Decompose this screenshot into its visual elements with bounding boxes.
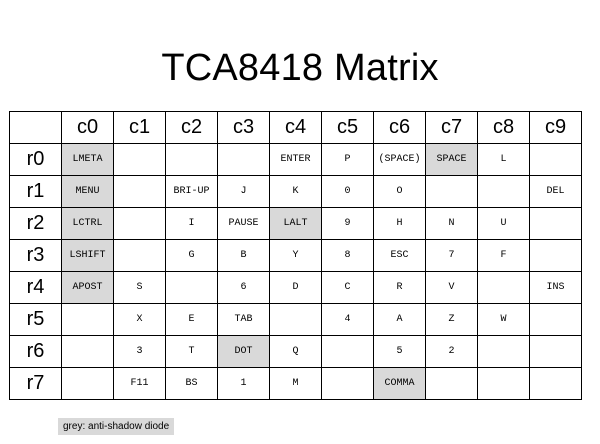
key-cell: Y [270, 240, 322, 272]
key-cell-diode: LSHIFT [62, 240, 114, 272]
column-header: c4 [270, 112, 322, 144]
key-cell-diode: LCTRL [62, 208, 114, 240]
key-cell [478, 336, 530, 368]
matrix-row [10, 304, 582, 336]
row-header: r4 [10, 272, 62, 304]
column-header: c5 [322, 112, 374, 144]
key-cell: L [478, 144, 530, 176]
key-cell [478, 368, 530, 400]
key-cell-diode: DOT [218, 336, 270, 368]
key-cell: DEL [530, 176, 582, 208]
column-header: c1 [114, 112, 166, 144]
key-cell-diode: SPACE [426, 144, 478, 176]
key-cell: K [270, 176, 322, 208]
key-cell [426, 176, 478, 208]
matrix-row [10, 336, 582, 368]
key-cell [114, 208, 166, 240]
column-header: c6 [374, 112, 426, 144]
key-cell-diode: LALT [270, 208, 322, 240]
key-cell [166, 272, 218, 304]
key-cell-diode: COMMA [374, 368, 426, 400]
legend-label: grey: anti-shadow diode [58, 418, 174, 435]
key-cell: 8 [322, 240, 374, 272]
key-cell: V [426, 272, 478, 304]
key-cell: 3 [114, 336, 166, 368]
key-cell [478, 176, 530, 208]
key-cell: I [166, 208, 218, 240]
key-cell [530, 304, 582, 336]
key-cell: P [322, 144, 374, 176]
column-header: c3 [218, 112, 270, 144]
key-cell [426, 368, 478, 400]
key-cell [530, 144, 582, 176]
column-header: c8 [478, 112, 530, 144]
row-header: r7 [10, 368, 62, 400]
matrix-row [10, 144, 582, 176]
key-cell: G [166, 240, 218, 272]
key-cell: 0 [322, 176, 374, 208]
page-title: TCA8418 Matrix [161, 47, 439, 89]
key-cell: TAB [218, 304, 270, 336]
key-cell [114, 240, 166, 272]
matrix-row [10, 272, 582, 304]
key-matrix-table [9, 111, 582, 400]
key-cell: 9 [322, 208, 374, 240]
key-cell: 6 [218, 272, 270, 304]
key-cell [62, 336, 114, 368]
key-cell: 5 [374, 336, 426, 368]
row-header: r2 [10, 208, 62, 240]
key-cell: J [218, 176, 270, 208]
key-cell: C [322, 272, 374, 304]
key-cell: BRI-UP [166, 176, 218, 208]
row-header: r6 [10, 336, 62, 368]
key-cell [166, 144, 218, 176]
key-cell: R [374, 272, 426, 304]
key-cell: O [374, 176, 426, 208]
key-cell [114, 144, 166, 176]
key-cell: (SPACE) [374, 144, 426, 176]
key-cell [62, 368, 114, 400]
matrix-row [10, 176, 582, 208]
key-cell: U [478, 208, 530, 240]
corner-cell [10, 112, 62, 144]
key-cell [530, 208, 582, 240]
key-cell-diode: LMETA [62, 144, 114, 176]
column-header: c2 [166, 112, 218, 144]
key-cell: E [166, 304, 218, 336]
key-cell-diode: MENU [62, 176, 114, 208]
key-cell: X [114, 304, 166, 336]
key-cell: M [270, 368, 322, 400]
key-cell: W [478, 304, 530, 336]
key-cell: 1 [218, 368, 270, 400]
column-header: c0 [62, 112, 114, 144]
key-cell: F11 [114, 368, 166, 400]
column-header: c7 [426, 112, 478, 144]
key-cell [114, 176, 166, 208]
key-cell: INS [530, 272, 582, 304]
column-header-row [10, 112, 582, 144]
row-header: r5 [10, 304, 62, 336]
key-cell: ESC [374, 240, 426, 272]
key-cell: Q [270, 336, 322, 368]
key-cell [478, 272, 530, 304]
key-cell: A [374, 304, 426, 336]
matrix-row [10, 240, 582, 272]
column-header: c9 [530, 112, 582, 144]
key-cell: 4 [322, 304, 374, 336]
key-cell: D [270, 272, 322, 304]
key-cell [322, 368, 374, 400]
key-cell: Z [426, 304, 478, 336]
key-cell: BS [166, 368, 218, 400]
row-header: r0 [10, 144, 62, 176]
key-cell: 2 [426, 336, 478, 368]
key-cell [270, 304, 322, 336]
key-cell: T [166, 336, 218, 368]
key-cell: ENTER [270, 144, 322, 176]
row-header: r3 [10, 240, 62, 272]
key-cell [322, 336, 374, 368]
key-cell: B [218, 240, 270, 272]
matrix-row [10, 208, 582, 240]
key-cell: S [114, 272, 166, 304]
key-cell: 7 [426, 240, 478, 272]
key-cell: PAUSE [218, 208, 270, 240]
key-cell [530, 336, 582, 368]
key-cell: N [426, 208, 478, 240]
key-cell [218, 144, 270, 176]
key-cell: H [374, 208, 426, 240]
key-cell: F [478, 240, 530, 272]
key-cell [62, 304, 114, 336]
key-cell [530, 240, 582, 272]
key-cell [530, 368, 582, 400]
key-cell-diode: APOST [62, 272, 114, 304]
row-header: r1 [10, 176, 62, 208]
matrix-row [10, 368, 582, 400]
